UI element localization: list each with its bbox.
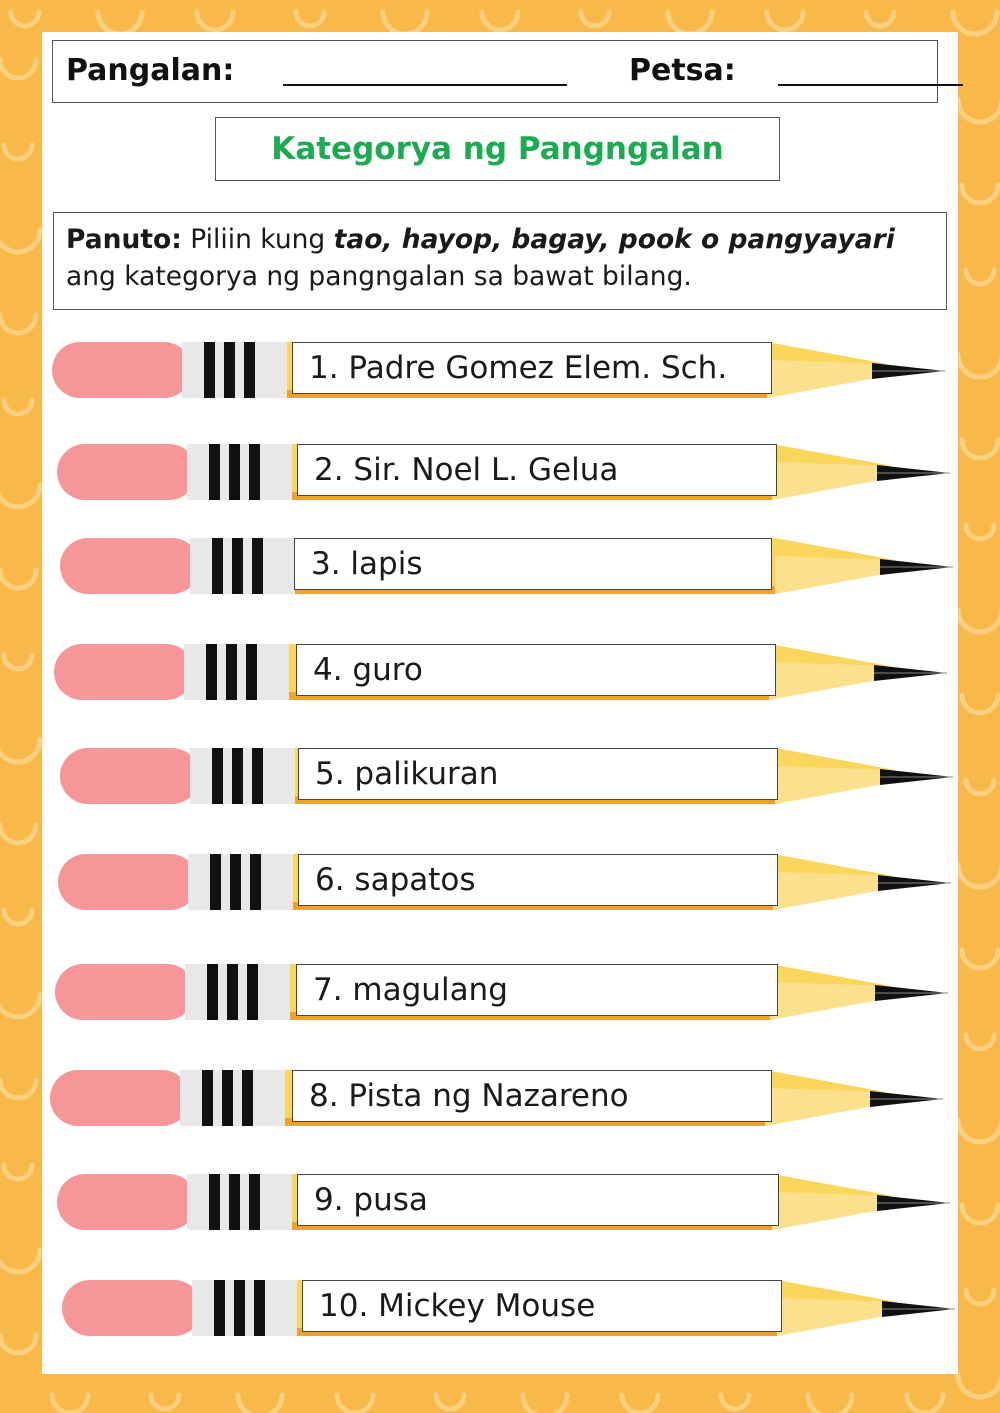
pencil-item: [52, 338, 947, 402]
instructions-keywords: tao, hayop, bagay, pook o pangyayari: [333, 224, 895, 255]
instructions: [53, 212, 947, 310]
item-answer-box[interactable]: 3. lapis: [294, 538, 772, 590]
pencil-item: [57, 440, 952, 504]
worksheet-title: Kategorya ng Pangngalan: [215, 117, 780, 181]
item-answer-box[interactable]: 8. Pista ng Nazareno: [292, 1070, 772, 1122]
pencil-item: [60, 534, 955, 598]
pencil-item: [62, 1276, 957, 1340]
item-answer-box[interactable]: 2. Sir. Noel L. Gelua: [297, 444, 777, 496]
pencil-item: [58, 850, 953, 914]
item-answer-box[interactable]: 5. palikuran: [298, 748, 778, 800]
item-answer-box[interactable]: 10. Mickey Mouse: [302, 1280, 782, 1332]
instructions-text-after: ang kategorya ng pangngalan sa bawat bilang.: [66, 261, 692, 292]
name-field-line[interactable]: [283, 84, 567, 86]
item-answer-box[interactable]: 6. sapatos: [298, 854, 778, 906]
item-answer-box[interactable]: 4. guro: [296, 644, 776, 696]
pencil-item: [57, 1170, 952, 1234]
item-answer-box[interactable]: 7. magulang: [296, 964, 778, 1016]
pencil-item: [54, 640, 949, 704]
instructions-lead: Panuto:: [66, 224, 182, 255]
date-field-line[interactable]: [778, 84, 963, 86]
pencil-item: [50, 1066, 945, 1130]
date-label: Petsa:: [629, 53, 736, 88]
name-label: Pangalan:: [66, 53, 235, 88]
item-answer-box[interactable]: 1. Padre Gomez Elem. Sch.: [292, 342, 772, 394]
pencil-item: [55, 960, 950, 1024]
pencil-item: [60, 744, 955, 808]
name-date-header: [52, 40, 938, 103]
instructions-text-before: Piliin kung: [181, 224, 334, 255]
item-answer-box[interactable]: 9. pusa: [297, 1174, 779, 1226]
